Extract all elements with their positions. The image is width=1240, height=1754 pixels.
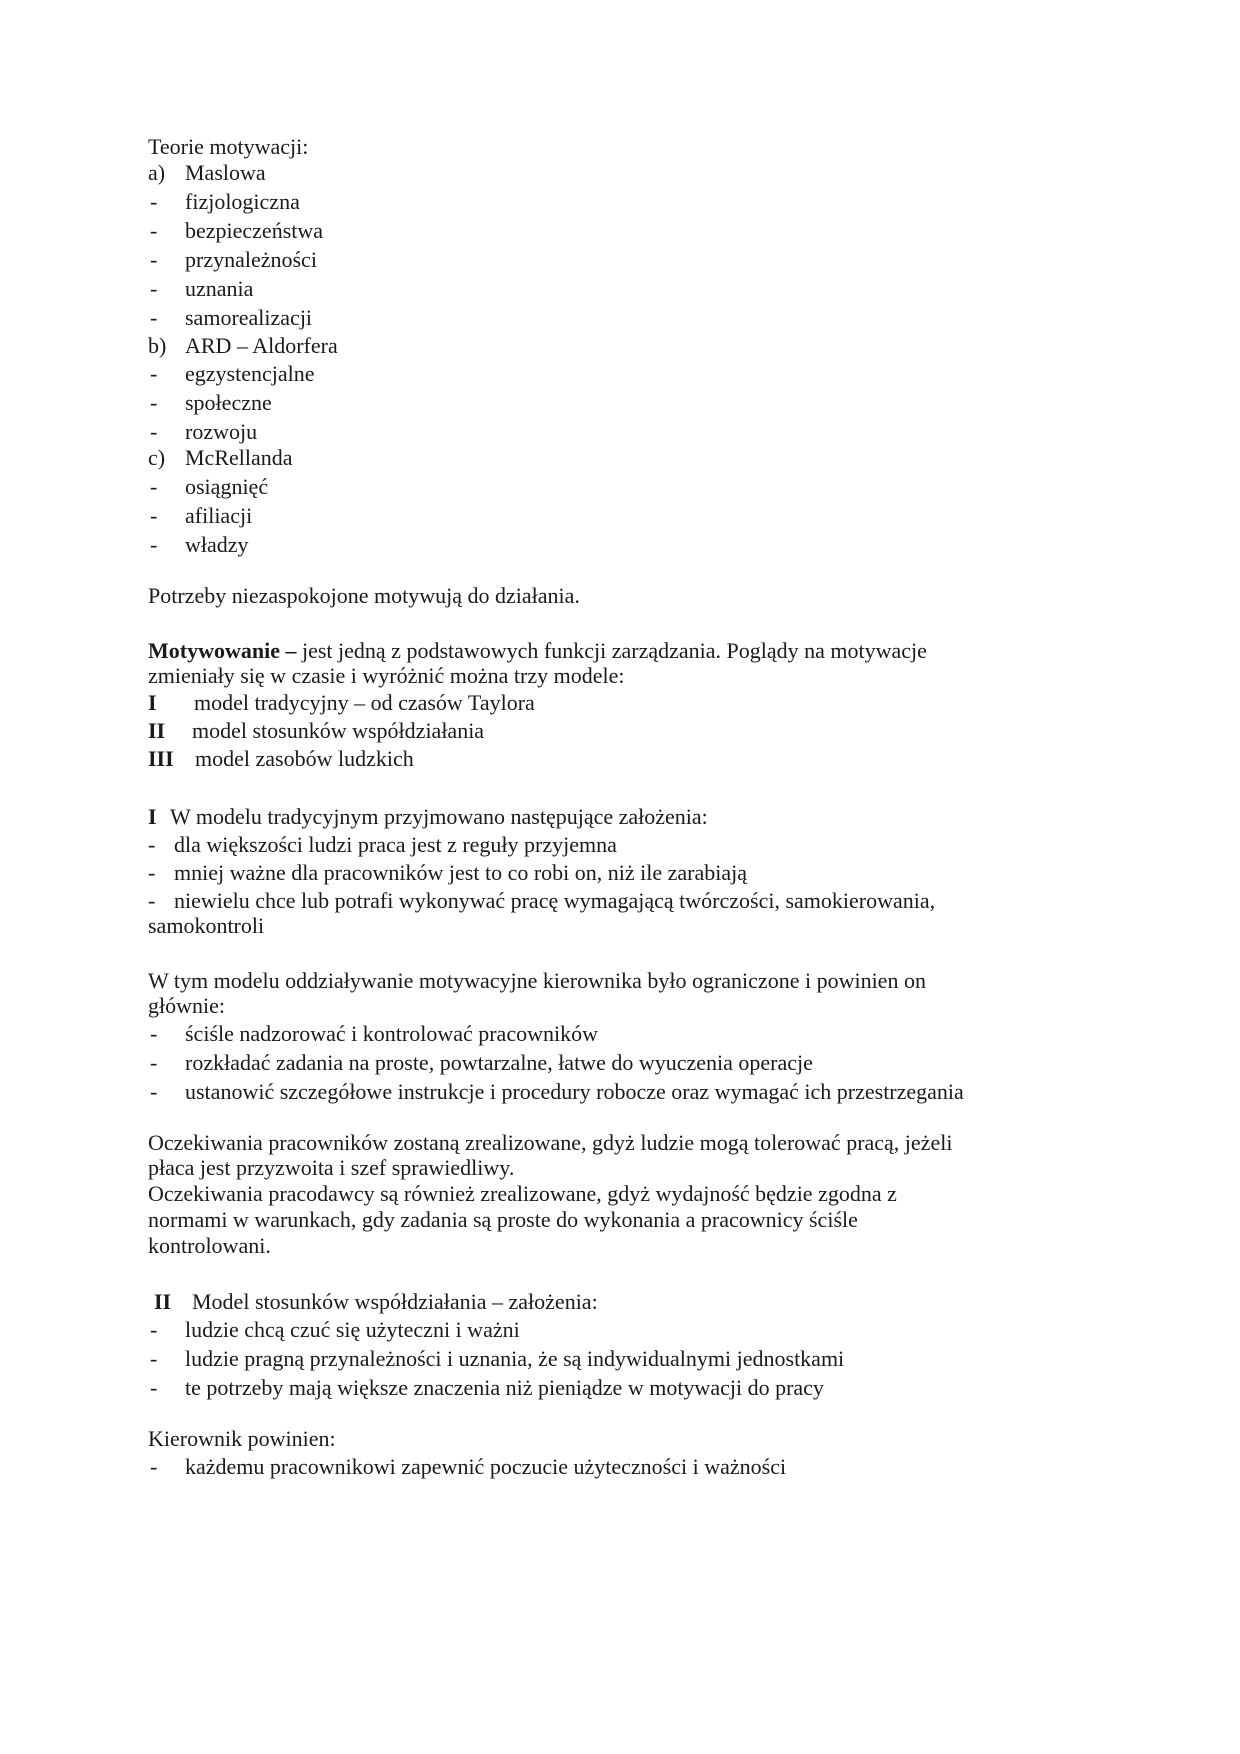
paragraph: Kierownik powinien: bbox=[148, 1426, 336, 1451]
theory-title: Maslowa bbox=[185, 160, 266, 185]
bullet: - bbox=[150, 1050, 158, 1075]
list-item: niewielu chce lub potrafi wykonywać pracę wymagającą twórczości, samokierowania, bbox=[174, 888, 936, 913]
list-item: każdemu pracownikowi zapewnić poczucie użyteczności i ważności bbox=[185, 1454, 787, 1479]
bullet: - bbox=[150, 247, 158, 272]
list-item: społeczne bbox=[185, 390, 272, 415]
bullet: - bbox=[150, 1346, 158, 1371]
section-heading: Teorie motywacji: bbox=[148, 134, 309, 159]
model-item: model stosunków współdziałania bbox=[192, 718, 485, 743]
paragraph: W tym modelu oddziaływanie motywacyjne kierownika było ograniczone i powinien on bbox=[148, 968, 926, 993]
paragraph: kontrolowani. bbox=[148, 1233, 271, 1258]
list-item: ludzie chcą czuć się użyteczni i ważni bbox=[185, 1317, 520, 1342]
bullet: - bbox=[150, 189, 158, 214]
list-item: egzystencjalne bbox=[185, 361, 315, 386]
bullet: - bbox=[148, 832, 156, 857]
list-item: afiliacji bbox=[185, 503, 253, 528]
roman-numeral: III bbox=[148, 746, 174, 771]
list-item-continuation: samokontroli bbox=[148, 913, 265, 938]
bullet: - bbox=[150, 218, 158, 243]
bullet: - bbox=[150, 503, 158, 528]
paragraph: Oczekiwania pracowników zostaną zrealizowane, gdyż ludzie mogą tolerować pracą, jeżeli bbox=[148, 1130, 953, 1155]
list-item: dla większości ludzi praca jest z reguły przyjemna bbox=[174, 832, 617, 857]
definition-text: jest jedną z podstawowych funkcji zarządzania. Poglądy na motywacje bbox=[296, 638, 927, 663]
bullet: - bbox=[148, 860, 156, 885]
list-marker: a) bbox=[148, 160, 166, 185]
definition-line bbox=[148, 637, 927, 665]
list-item: ludzie pragną przynależności i uznania, że są indywidualnymi jednostkami bbox=[185, 1346, 845, 1371]
bullet: - bbox=[150, 419, 158, 444]
list-item: rozwoju bbox=[185, 419, 258, 444]
list-item: uznania bbox=[185, 276, 254, 301]
list-item: ściśle nadzorować i kontrolować pracowników bbox=[185, 1021, 598, 1046]
paragraph: zmieniały się w czasie i wyróżnić można trzy modele: bbox=[148, 663, 625, 688]
bullet: - bbox=[150, 1375, 158, 1400]
list-item: przynależności bbox=[185, 247, 317, 272]
list-item: mniej ważne dla pracowników jest to co robi on, niż ile zarabiają bbox=[174, 860, 748, 885]
bullet: - bbox=[150, 1317, 158, 1342]
paragraph: normami w warunkach, gdy zadania są proste do wykonania a pracownicy ściśle bbox=[148, 1207, 858, 1232]
paragraph: Potrzeby niezaspokojone motywują do działania. bbox=[148, 583, 580, 608]
bullet: - bbox=[150, 1454, 158, 1479]
model-item: model zasobów ludzkich bbox=[195, 746, 414, 771]
bullet: - bbox=[150, 474, 158, 499]
list-marker: b) bbox=[148, 333, 167, 358]
list-item: samorealizacji bbox=[185, 305, 313, 330]
list-item: fizjologiczna bbox=[185, 189, 300, 214]
bullet: - bbox=[150, 1021, 158, 1046]
bullet: - bbox=[150, 532, 158, 557]
roman-numeral: II bbox=[154, 1289, 172, 1314]
list-item: ustanowić szczegółowe instrukcje i procedury robocze oraz wymagać ich przestrzegania bbox=[185, 1079, 964, 1104]
bullet: - bbox=[150, 276, 158, 301]
list-marker: c) bbox=[148, 445, 166, 470]
list-item: osiągnięć bbox=[185, 474, 269, 499]
section-heading: W modelu tradycyjnym przyjmowano następujące założenia: bbox=[170, 804, 708, 829]
bullet: - bbox=[150, 305, 158, 330]
list-item: bezpieczeństwa bbox=[185, 218, 324, 243]
paragraph: płaca jest przyzwoita i szef sprawiedliwy. bbox=[148, 1155, 515, 1180]
theory-title: ARD – Aldorfera bbox=[185, 333, 338, 358]
bullet: - bbox=[148, 888, 156, 913]
roman-numeral: I bbox=[148, 804, 157, 829]
list-item: te potrzeby mają większe znaczenia niż pieniądze w motywacji do pracy bbox=[185, 1375, 824, 1400]
model-item: model tradycyjny – od czasów Taylora bbox=[194, 690, 535, 715]
section-heading: Model stosunków współdziałania – założenia: bbox=[192, 1289, 598, 1314]
roman-numeral: I bbox=[148, 690, 157, 715]
list-item: władzy bbox=[185, 532, 249, 557]
theory-title: McRellanda bbox=[185, 445, 293, 470]
bullet: - bbox=[150, 390, 158, 415]
paragraph: Oczekiwania pracodawcy są również zrealizowane, gdyż wydajność będzie zgodna z bbox=[148, 1181, 897, 1206]
list-item: rozkładać zadania na proste, powtarzalne, łatwe do wyuczenia operacje bbox=[185, 1050, 813, 1075]
bullet: - bbox=[150, 361, 158, 386]
paragraph: głównie: bbox=[148, 993, 225, 1018]
roman-numeral: II bbox=[148, 718, 166, 743]
defined-term: Motywowanie – bbox=[148, 638, 297, 663]
bullet: - bbox=[150, 1079, 158, 1104]
